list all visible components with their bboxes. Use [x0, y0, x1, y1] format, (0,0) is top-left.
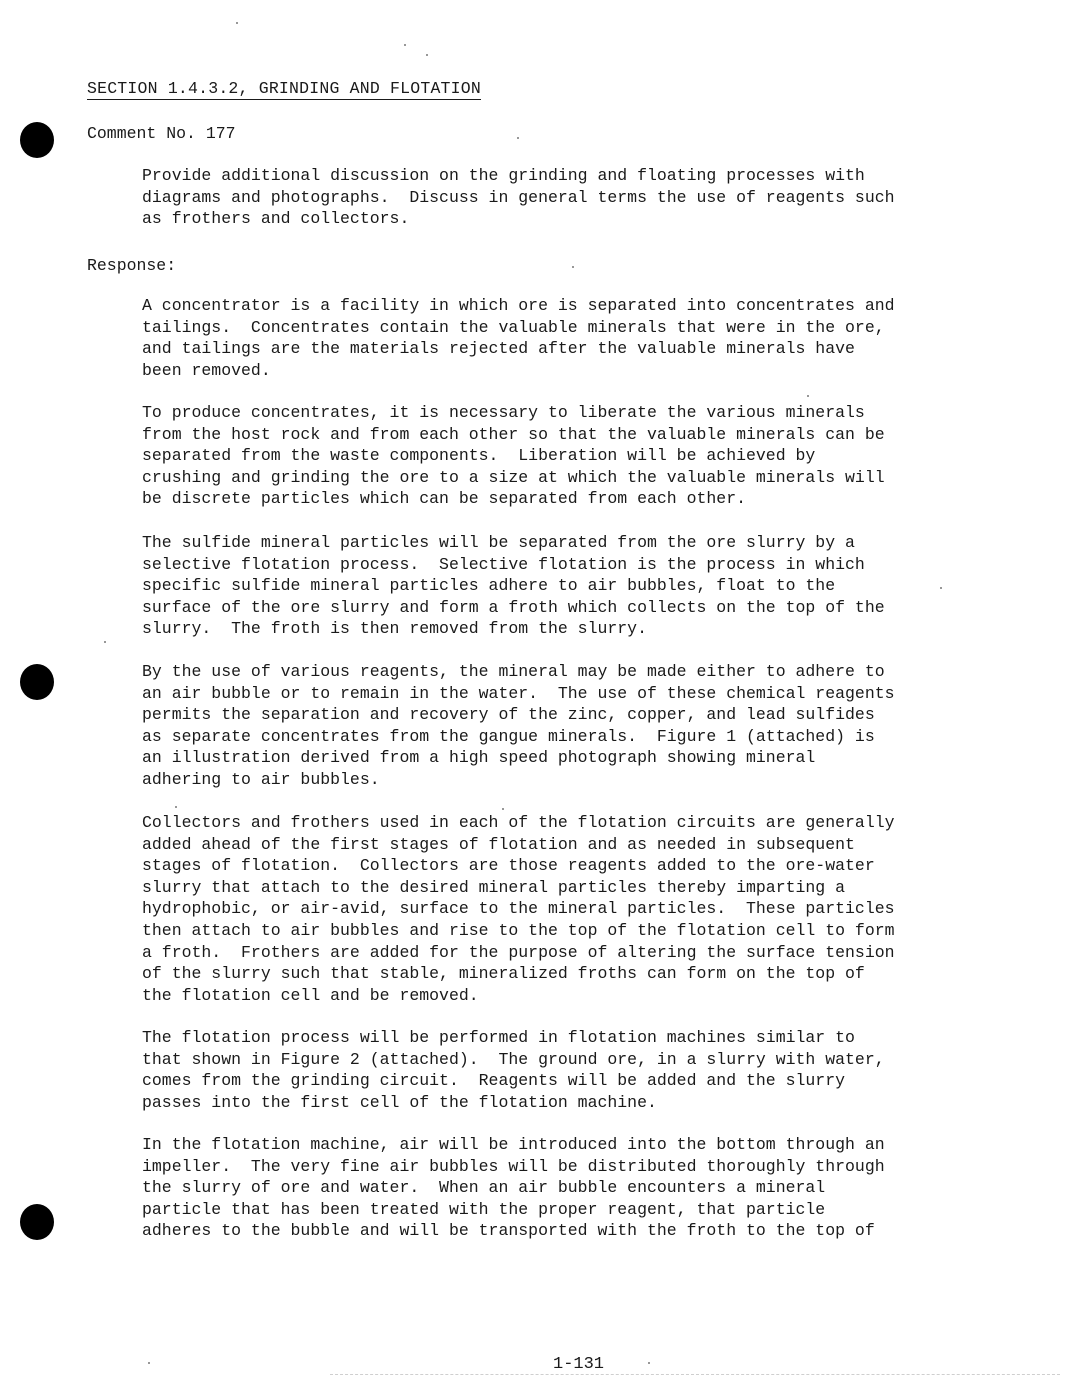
paragraph-line: specific sulfide mineral particles adhere to air bubbles, float to the: [142, 576, 836, 596]
scan-edge-line: [330, 1374, 1060, 1375]
scan-speck: [175, 806, 177, 808]
paragraph-line: permits the separation and recovery of the zinc, copper, and lead sulfides: [142, 705, 875, 725]
scan-speck: [148, 1362, 150, 1364]
scan-speck: [236, 22, 238, 24]
paragraph-line: selective flotation process. Selective flotation is the process in which: [142, 554, 865, 574]
paragraph-line: be discrete particles which can be separated from each other.: [142, 489, 746, 509]
response-paragraph-1: [142, 295, 972, 381]
comment-label: Comment No. 177: [87, 124, 236, 143]
paragraph-line: been removed.: [142, 360, 271, 380]
paragraph-line: crushing and grinding the ore to a size at which the valuable minerals will: [142, 467, 885, 487]
punch-hole-middle: [20, 664, 54, 700]
page-number: 1-131: [553, 1355, 605, 1374]
paragraph-line: adhering to air bubbles.: [142, 769, 380, 789]
response-label: Response:: [87, 256, 177, 275]
paragraph-line: tailings. Concentrates contain the valuable minerals that were in the ore,: [142, 317, 885, 337]
paragraph-line: slurry that attach to the desired mineral particles thereby imparting a: [142, 877, 846, 897]
comment-line: diagrams and photographs. Discuss in general terms the use of reagents such: [142, 187, 895, 207]
response-paragraph-3: [142, 532, 972, 640]
scan-speck: [104, 641, 106, 643]
scan-speck: [807, 395, 809, 397]
paragraph-line: To produce concentrates, it is necessary to liberate the various minerals: [142, 403, 865, 422]
section-heading: SECTION 1.4.3.2, GRINDING AND FLOTATION: [87, 79, 481, 98]
paragraph-line: that shown in Figure 2 (attached). The ground ore, in a slurry with water,: [142, 1049, 885, 1069]
paragraph-line: hydrophobic, or air-avid, surface to the mineral particles. These particles: [142, 899, 895, 919]
paragraph-line: as separate concentrates from the gangue minerals. Figure 1 (attached) is: [142, 726, 875, 746]
paragraph-line: By the use of various reagents, the mineral may be made either to adhere to: [142, 662, 885, 681]
paragraph-line: In the flotation machine, air will be introduced into the bottom through an: [142, 1135, 885, 1154]
paragraph-line: from the host rock and from each other so that the valuable minerals can be: [142, 424, 885, 444]
paragraph-line: stages of flotation. Collectors are those reagents added to the ore-water: [142, 856, 875, 876]
response-paragraph-5: [142, 812, 972, 1006]
comment-line: as frothers and collectors.: [142, 209, 410, 229]
paragraph-line: an illustration derived from a high speed photograph showing mineral: [142, 748, 816, 768]
scan-speck: [572, 266, 574, 268]
response-paragraph-6: [142, 1027, 972, 1113]
paragraph-line: an air bubble or to remain in the water. The use of these chemical reagents: [142, 683, 895, 703]
paragraph-line: The sulfide mineral particles will be separated from the ore slurry by a: [142, 533, 855, 552]
scan-speck: [404, 44, 406, 46]
paragraph-line: comes from the grinding circuit. Reagents will be added and the slurry: [142, 1071, 846, 1091]
paragraph-line: The flotation process will be performed in flotation machines similar to: [142, 1028, 855, 1047]
paragraph-line: passes into the first cell of the flotation machine.: [142, 1092, 657, 1112]
paragraph-line: the slurry of ore and water. When an air bubble encounters a mineral: [142, 1178, 826, 1198]
punch-hole-top: [20, 122, 54, 158]
paragraph-line: surface of the ore slurry and form a froth which collects on the top of the: [142, 597, 885, 617]
response-paragraph-4: [142, 661, 972, 791]
paragraph-line: Collectors and frothers used in each of the flotation circuits are generally: [142, 813, 895, 832]
paragraph-line: A concentrator is a facility in which ore is separated into concentrates and: [142, 296, 895, 315]
paragraph-line: the flotation cell and be removed.: [142, 985, 479, 1005]
paragraph-line: separated from the waste components. Liberation will be achieved by: [142, 446, 816, 466]
comment-text: [142, 165, 972, 230]
paragraph-line: a froth. Frothers are added for the purpose of altering the surface tension: [142, 942, 895, 962]
scan-speck: [426, 54, 428, 56]
punch-hole-bottom: [20, 1204, 54, 1240]
paragraph-line: slurry. The froth is then removed from the slurry.: [142, 619, 647, 639]
paragraph-line: and tailings are the materials rejected after the valuable minerals have: [142, 339, 855, 359]
scan-speck: [502, 808, 504, 810]
paragraph-line: impeller. The very fine air bubbles will be distributed thoroughly through: [142, 1156, 885, 1176]
paragraph-line: then attach to air bubbles and rise to the top of the flotation cell to form: [142, 920, 895, 940]
comment-line: Provide additional discussion on the grinding and floating processes with: [142, 166, 865, 185]
paragraph-line: added ahead of the first stages of flotation and as needed in subsequent: [142, 834, 855, 854]
scan-speck: [648, 1362, 650, 1364]
paragraph-line: adheres to the bubble and will be transported with the froth to the top of: [142, 1221, 875, 1241]
response-paragraph-7: [142, 1134, 972, 1242]
response-paragraph-2: [142, 402, 972, 510]
scan-speck: [517, 137, 519, 139]
paragraph-line: of the slurry such that stable, mineralized froths can form on the top of: [142, 964, 865, 984]
paragraph-line: particle that has been treated with the proper reagent, that particle: [142, 1199, 826, 1219]
